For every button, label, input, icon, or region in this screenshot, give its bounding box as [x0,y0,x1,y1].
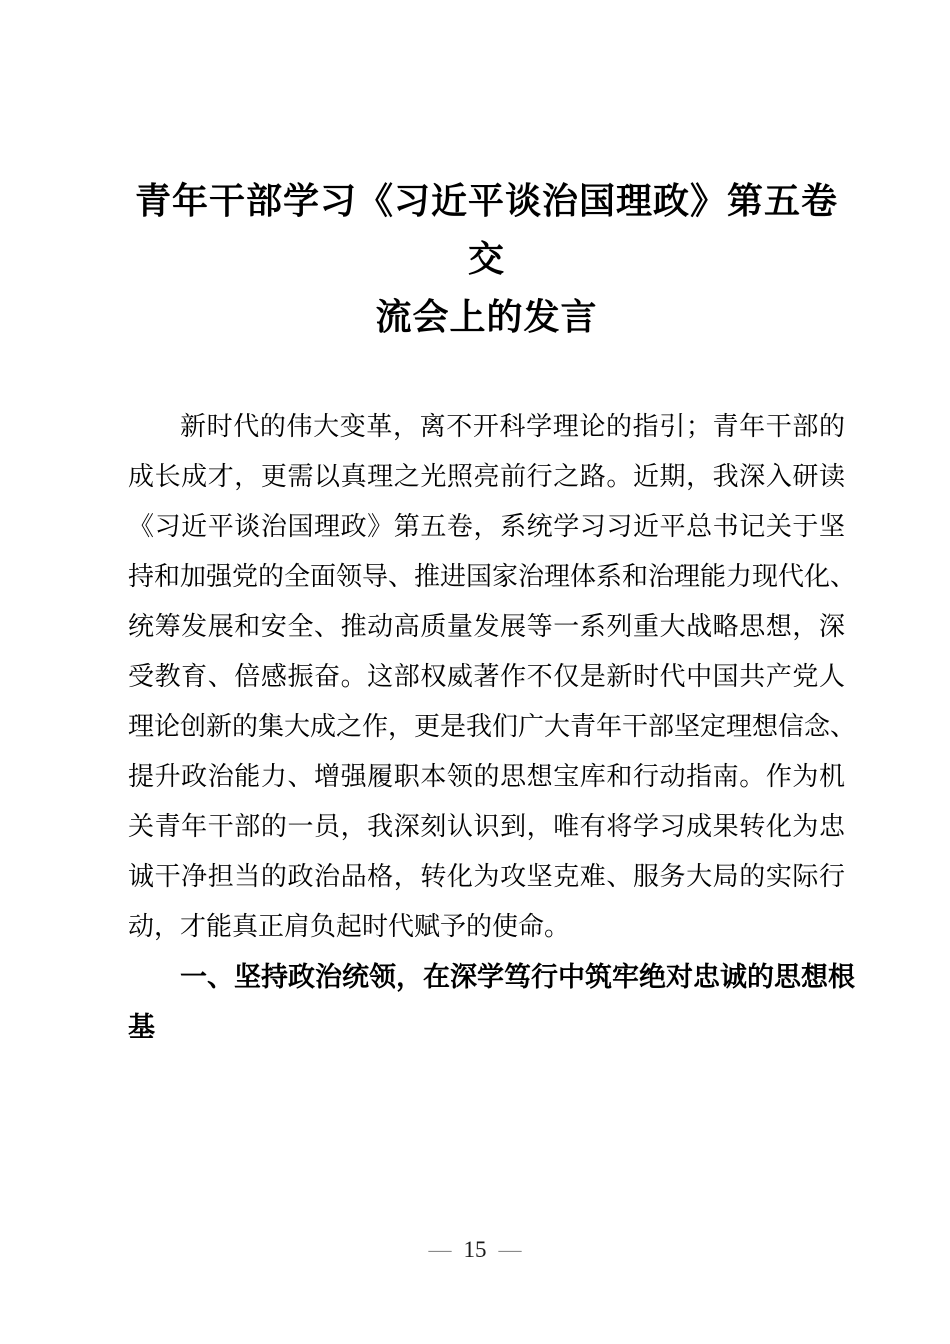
body-line: 统筹发展和安全、推动高质量发展等一系列重大战略思想，深 [128,612,845,641]
document-title [128,172,845,346]
document-title-line-2: 流会上的发言 [375,297,598,337]
body-line: 关青年干部的一员，我深刻认识到，唯有将学习成果转化为忠 [128,812,845,841]
body-line: 成长成才，更需以真理之光照亮前行之路。近期，我深入研读 [128,462,845,491]
page-content [128,0,857,1052]
body-line: 诚干净担当的政治品格，转化为攻坚克难、服务大局的实际行 [128,862,845,891]
page-footer [0,1236,950,1264]
footer-right-dash: — [498,1237,522,1262]
body-line: 动，才能真正肩负起时代赋予的使命。 [128,912,571,941]
body-line: 《习近平谈治国理政》第五卷，系统学习习近平总书记关于坚 [128,512,845,541]
body-line: 持和加强党的全面领导、推进国家治理体系和治理能力现代化、 [128,562,857,591]
body-line: 新时代的伟大变革，离不开科学理论的指引；青年干部的 [180,412,845,441]
body-line: 理论创新的集大成之作，更是我们广大青年干部坚定理想信念、 [128,712,857,741]
section-heading-line-2: 基 [128,1012,155,1042]
body-line: 提升政治能力、增强履职本领的思想宝库和行动指南。作为机 [128,762,845,791]
page-number: 15 [463,1237,487,1262]
footer-left-dash: — [428,1237,452,1262]
body-paragraph [128,402,857,1052]
document-title-line-1: 青年干部学习《习近平谈治国理政》第五卷交 [134,181,838,279]
body-line: 受教育、倍感振奋。这部权威著作不仅是新时代中国共产党人 [128,662,845,691]
section-heading-line-1: 一、坚持政治统领，在深学笃行中筑牢绝对忠诚的思想根 [180,962,855,992]
